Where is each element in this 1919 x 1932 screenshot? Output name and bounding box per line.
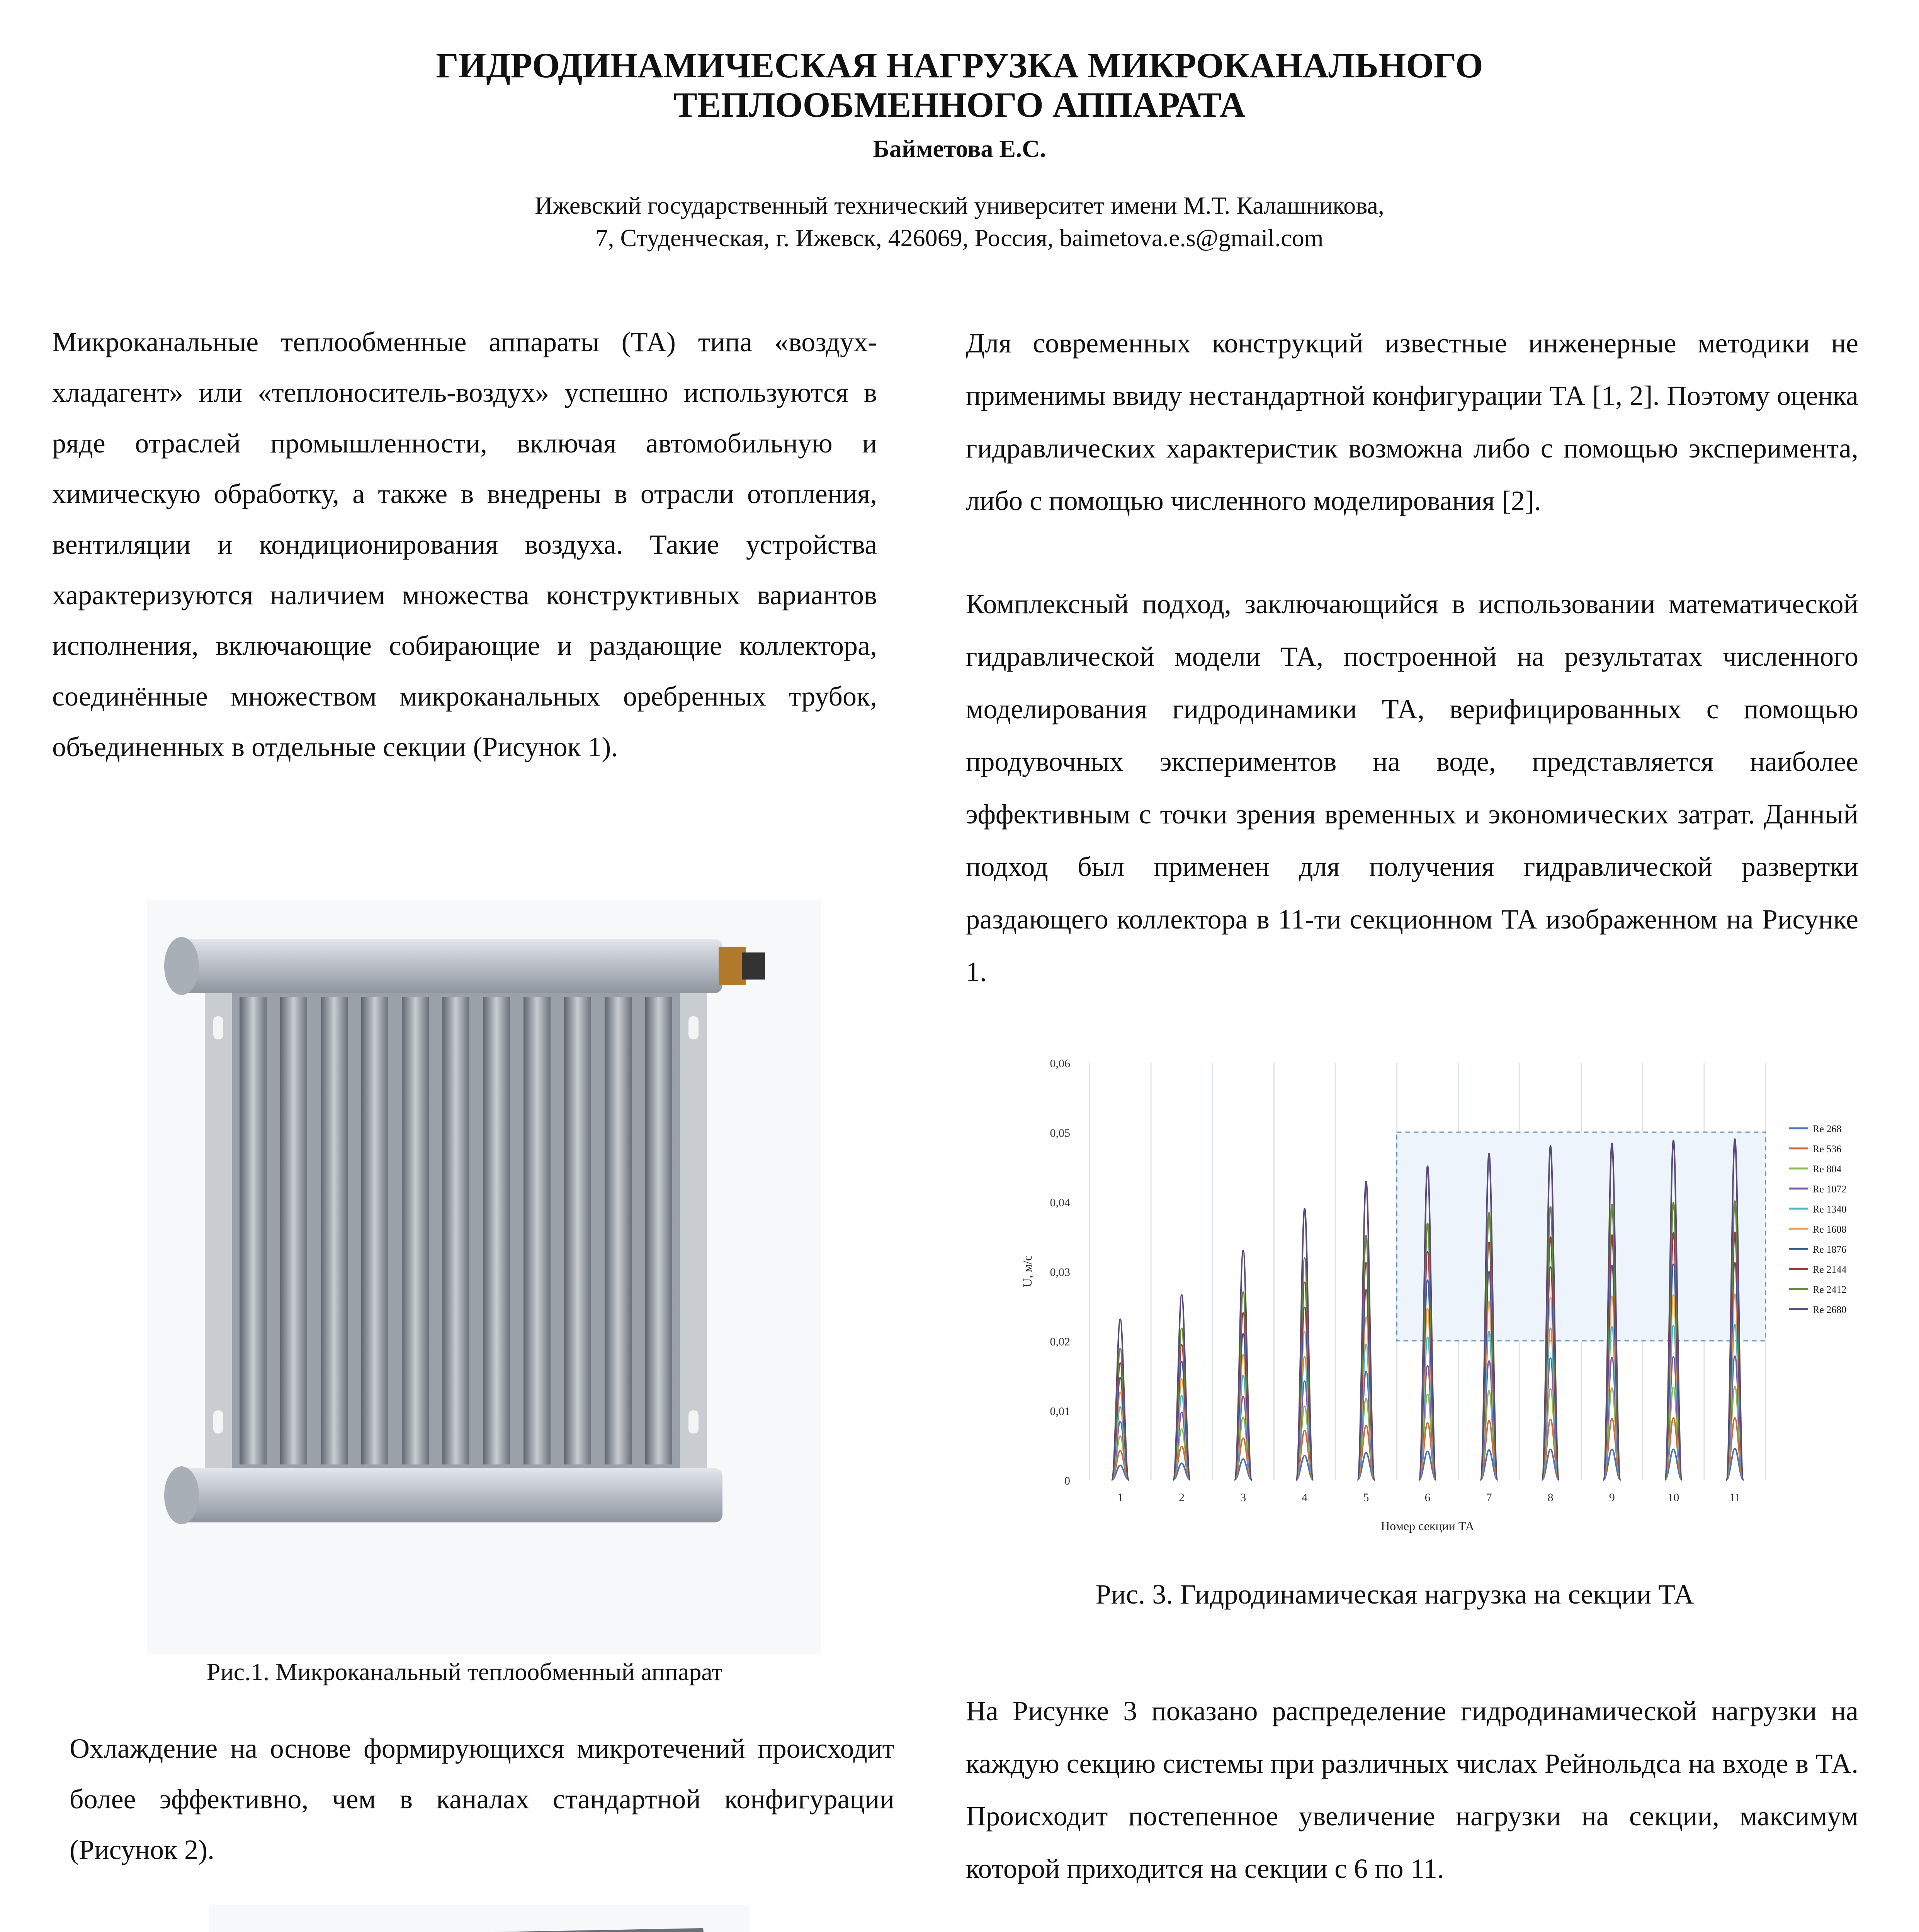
legend-label: Re 2680 [1813,1304,1847,1315]
x-tick-label: 3 [1240,1491,1246,1504]
x-tick-label: 8 [1547,1491,1554,1504]
x-tick-label: 10 [1667,1491,1679,1504]
legend-label: Re 268 [1813,1123,1842,1134]
series-line [1112,1418,1743,1480]
title-line-2: ТЕПЛООБМЕННОГО АППАРАТА [673,85,1246,124]
y-tick-label: 0,02 [1050,1335,1070,1348]
legend-label: Re 536 [1813,1143,1842,1155]
y-tick-label: 0 [1064,1475,1070,1487]
x-tick-label: 6 [1424,1491,1431,1504]
series-line [1112,1325,1743,1480]
legend-label: Re 1072 [1813,1184,1847,1195]
series-line [1112,1356,1743,1480]
y-tick-label: 0,05 [1050,1127,1070,1139]
x-tick-label: 11 [1729,1491,1741,1504]
highlight-box-sections-6-11 [1397,1132,1766,1341]
y-tick-label: 0,06 [1050,1057,1070,1070]
affiliation-line-1: Ижевский государственный технический университет имени М.Т. Калашникова, [535,192,1384,219]
y-tick-label: 0,04 [1050,1196,1070,1209]
figure-1-caption: Рис.1. Микроканальный теплообменный аппарат [206,1658,723,1685]
series-line [1112,1449,1743,1480]
chart-highlight-box [1397,1132,1766,1341]
paper-title [0,46,1919,124]
x-axis-title: Номер секции ТА [1381,1519,1474,1533]
figure-3-caption: Рис. 3. Гидродинамическая нагрузка на секции ТА [1095,1579,1694,1610]
chart-legend [1789,1123,1846,1315]
x-tick-label: 2 [1179,1491,1185,1504]
legend-label: Re 804 [1813,1163,1842,1175]
right-paragraph-2: Комплексный подход, заключающийся в использовании математической гидравлической модели ТА, построенной на результатах численного моделирования гидродинамики ТА, верифицированных с помощью продувочных экспериментов на воде, представляется наиболее эффективным с точки зрения временных и экономических затрат. Данный подход был применен для получения гидравлической развертки раздающего коллектора в 11-ти секционном ТА изображенном на Рисунке 1. [966,588,1858,987]
series-line [1112,1387,1743,1480]
x-tick-label: 7 [1486,1491,1492,1504]
legend-label: Re 1608 [1813,1224,1847,1235]
x-tick-label: 5 [1363,1491,1369,1504]
figure-2-channel-geometry-photo [209,1905,750,1932]
channel-cross-section-illustration [209,1905,750,1932]
legend-label: Re 2144 [1813,1264,1847,1275]
right-paragraph-1: Для современных конструкций известные инженерные методики не применимы ввиду нестандартной конфигурации ТА [1, 2]. Поэтому оценка гидравлических характеристик возможна либо с помощью эксперимента, либо с помощью численного моделирования [2]. [966,328,1858,516]
x-tick-label: 1 [1117,1491,1124,1504]
title-line-1: ГИДРОДИНАМИЧЕСКАЯ НАГРУЗКА МИКРОКАНАЛЬНОГО [436,46,1483,85]
x-tick-label: 4 [1302,1491,1308,1504]
legend-label: Re 1876 [1813,1244,1847,1255]
y-axis-title: U, м/с [1020,1255,1034,1287]
legend-label: Re 2412 [1813,1284,1847,1295]
affiliation [0,189,1919,254]
left-paragraph-1: Микроканальные теплообменные аппараты (ТА) типа «воздух-хладагент» или «теплоноситель-воздух» успешно используются в ряде отраслей промышленности, включая автомобильную и химическую обработку, а также в внедрены в отрасли отопления, вентиляции и кондиционирования воздуха. Такие устройства характеризуются наличием множества конструктивных вариантов исполнения, включающие собирающие и раздающие коллектора, соединённые множеством микроканальных оребренных трубок, объединенных в отдельные секции (Рисунок 1). [52,327,877,762]
legend-label: Re 1340 [1813,1204,1847,1215]
y-tick-label: 0,01 [1050,1405,1070,1418]
left-paragraph-2: Охлаждение на основе формирующихся микротечений происходит более эффективно, чем в каналах стандартной конфигурации (Рисунок 2). [70,1733,894,1865]
heat-exchanger-illustration [147,900,821,1654]
y-tick-label: 0,03 [1050,1266,1070,1279]
figure-3-chart [927,1043,1862,1565]
authors: Байметова Е.С. [873,135,1046,162]
affiliation-line-2: 7, Студенческая, г. Ижевск, 426069, Россия, baimetova.e.s@gmail.com [595,224,1324,252]
x-tick-label: 9 [1609,1491,1615,1504]
figure-1-heat-exchanger-photo [147,900,821,1654]
right-paragraph-3: На Рисунке 3 показано распределение гидродинамической нагрузки на каждую секцию системы при различных числах Рейнольдса на входе в ТА. Происходит постепенное увеличение нагрузки на секции, максимум которой приходится на секции с 6 по 11. [966,1696,1858,1884]
hydrodynamic-load-chart [927,1043,1862,1565]
